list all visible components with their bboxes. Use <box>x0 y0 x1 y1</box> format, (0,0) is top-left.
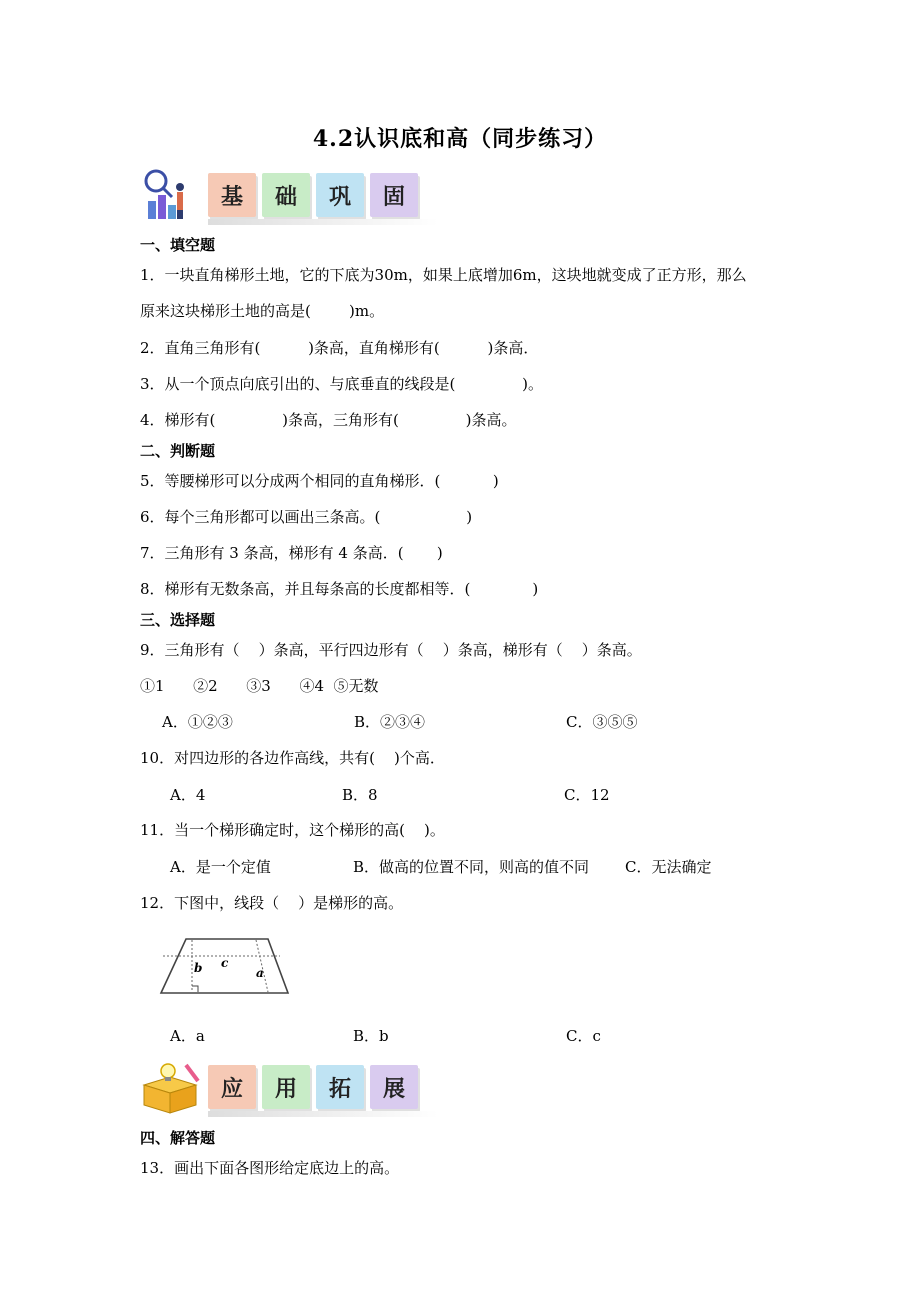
question-1-line-1: 1．一块直角梯形土地，它的下底为30m，如果上底增加6m，这块地就变成了正方形，那么 <box>140 266 747 284</box>
question-10: 10．对四边形的各边作高线，共有( )个高． <box>140 749 445 767</box>
option-c: C．c <box>566 1027 601 1045</box>
label-a: a <box>256 966 264 980</box>
banner-tile: 展 <box>370 1065 418 1109</box>
question-8: 8．梯形有无数条高，并且每条高的长度都相等．( ) <box>140 580 539 598</box>
banner-underline <box>208 219 438 225</box>
question-12: 12．下图中，线段（ ）是梯形的高。 <box>140 894 404 912</box>
right-angle-mark <box>192 986 198 992</box>
option-a: A．①②③ <box>162 713 233 731</box>
option-a: A．4 <box>170 786 206 804</box>
question-13: 13．画出下面各图形给定底边上的高。 <box>140 1159 400 1177</box>
banner-tile: 固 <box>370 173 418 217</box>
option-c: C．无法确定 <box>625 858 712 876</box>
banner-tile: 基 <box>208 173 256 217</box>
banner-tile: 应 <box>208 1065 256 1109</box>
section-heading: 一、填空题 <box>140 236 216 254</box>
question-9-choices: ①1 ②2 ③3 ④4 ⑤无数 <box>140 677 379 695</box>
question-9: 9．三角形有（ ）条高，平行四边形有（ ）条高，梯形有（ ）条高。 <box>140 641 642 659</box>
banner-tile: 础 <box>262 173 310 217</box>
label-c: c <box>221 956 229 970</box>
banner-tile: 巩 <box>316 173 364 217</box>
option-c: C．③⑤⑤ <box>566 713 638 731</box>
trapezoid-figure <box>158 934 292 998</box>
option-c: C．12 <box>564 786 610 804</box>
section-heading: 三、选择题 <box>140 611 216 629</box>
box-lightbulb-icon <box>140 1059 202 1115</box>
banner-tile: 拓 <box>316 1065 364 1109</box>
option-a: A．a <box>170 1027 205 1045</box>
option-b: B．b <box>353 1027 389 1045</box>
question-2: 2．直角三角形有( )条高，直角梯形有( )条高． <box>140 339 539 357</box>
section-banner-extension <box>140 1058 418 1116</box>
section-heading: 四、解答题 <box>140 1129 216 1147</box>
banner-underline <box>208 1111 438 1117</box>
banner-tile: 用 <box>262 1065 310 1109</box>
label-b: b <box>194 961 203 975</box>
option-b: B．8 <box>342 786 378 804</box>
page-title: 4.2认识底和高（同步练习） <box>312 126 608 152</box>
question-4: 4．梯形有( )条高，三角形有( )条高。 <box>140 411 517 429</box>
question-11: 11．当一个梯形确定时，这个梯形的高( )。 <box>140 821 445 839</box>
option-b: B．②③④ <box>354 713 426 731</box>
question-3: 3．从一个顶点向底引出的、与底垂直的线段是( )。 <box>140 375 544 393</box>
section-heading: 二、判断题 <box>140 442 216 460</box>
option-b: B．做高的位置不同，则高的值不同 <box>353 858 590 876</box>
section-banner-basics <box>140 166 418 224</box>
magnifier-chart-icon <box>140 167 202 223</box>
question-6: 6．每个三角形都可以画出三条高。( ) <box>140 508 473 526</box>
question-5: 5．等腰梯形可以分成两个相同的直角梯形．( ) <box>140 472 499 490</box>
option-a: A．是一个定值 <box>170 858 271 876</box>
question-1-line-2: 原来这块梯形土地的高是( )m。 <box>140 302 385 320</box>
question-7: 7．三角形有 3 条高，梯形有 4 条高．( ) <box>140 544 443 562</box>
